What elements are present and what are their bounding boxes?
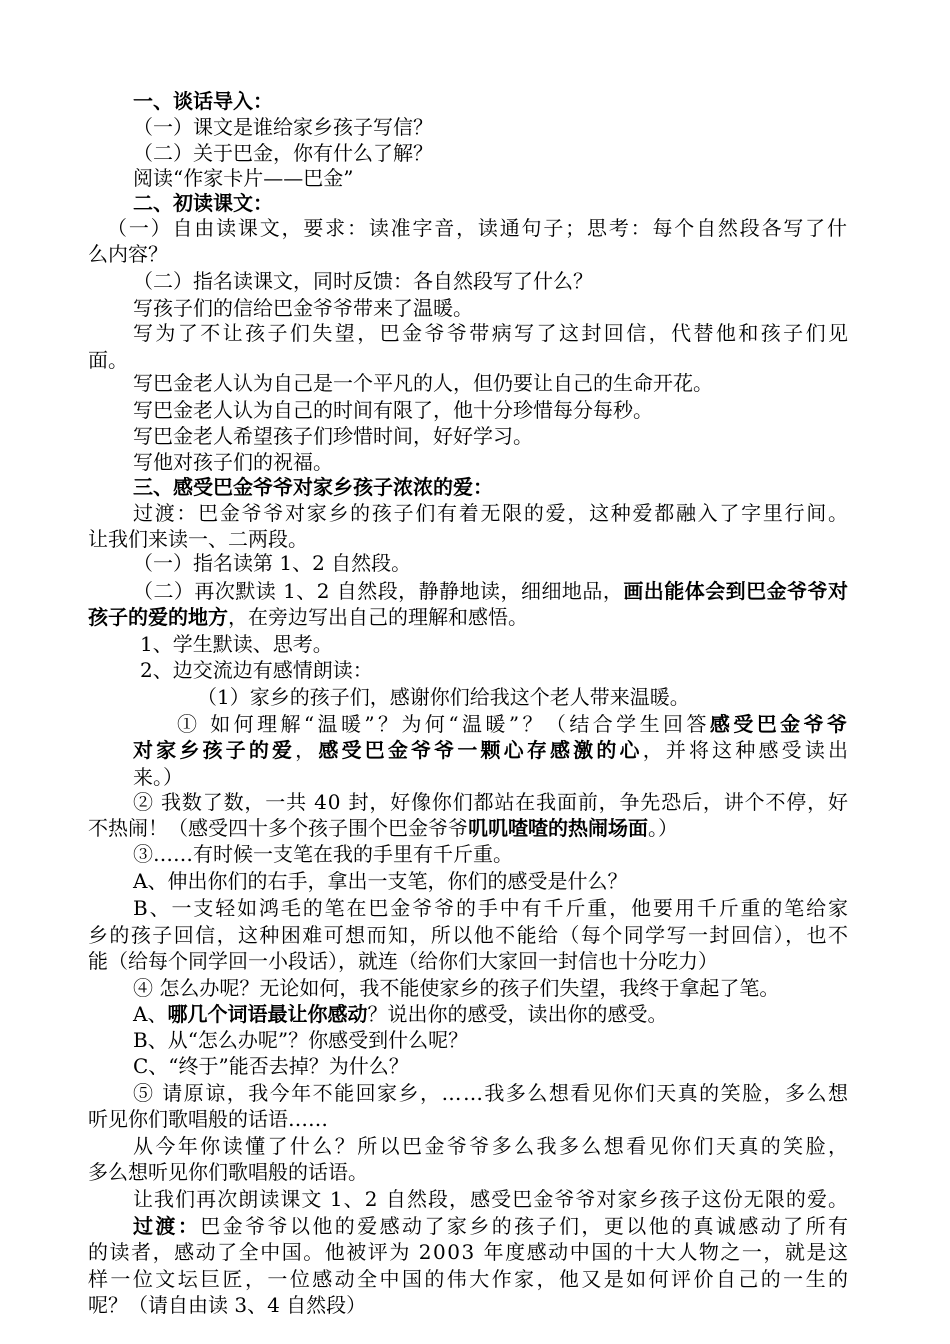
text-line bbox=[88, 948, 718, 974]
text-segment: B、一支轻如鸿毛的笔在巴金爷爷的手中有千斤重，他要用千斤重的笔给家 bbox=[133, 896, 850, 920]
text-segment: 多么想听见你们歌唱般的话语。 bbox=[88, 1160, 368, 1184]
text-segment: （1）家乡的孩子们，感谢你们给我这个老人带来温暖。 bbox=[197, 685, 690, 709]
text-segment: 写巴金老人认为自己是一个平凡的人，但仍要让自己的生命开花。 bbox=[133, 371, 713, 395]
text-line bbox=[133, 764, 183, 790]
text-line bbox=[133, 190, 273, 216]
text-line bbox=[133, 320, 850, 346]
text-segment: 让我们再次朗读课文 1、2 自然段，感受巴金爷爷对家乡孩子这份无限的爱。 bbox=[133, 1187, 850, 1211]
text-line bbox=[133, 474, 493, 500]
text-segment: 呢？（请自由读 3、4 自然段） bbox=[88, 1293, 367, 1317]
text-segment: ？说出你的感受，读出你的感受。 bbox=[367, 1002, 668, 1026]
text-line bbox=[133, 449, 333, 475]
text-segment: ① 如何理解“温暖”？为何“温暖”？（结合学生回答 bbox=[177, 712, 710, 736]
text-segment: 写巴金老人认为自己的时间有限了，他十分珍惜每分每秒。 bbox=[133, 398, 653, 422]
text-segment: 从今年你读懂了什么？所以巴金爷爷多么我多么想看见你们天真的笑脸， bbox=[133, 1134, 851, 1158]
text-segment: 写为了不让孩子们失望，巴金爷爷带病写了这封回信，代替他和孩子们见 bbox=[133, 321, 851, 345]
text-line bbox=[133, 165, 353, 191]
text-segment: A、 bbox=[133, 1002, 168, 1026]
text-line bbox=[133, 268, 593, 294]
text-segment: 面。 bbox=[88, 348, 128, 372]
text-line bbox=[133, 1001, 667, 1027]
text-segment: 来。） bbox=[133, 765, 183, 789]
text-line bbox=[133, 88, 273, 114]
text-line bbox=[133, 1027, 468, 1053]
text-line bbox=[140, 657, 373, 683]
text-line bbox=[133, 295, 473, 321]
text-segment: （一）指名读第 1、2 自然段。 bbox=[133, 551, 412, 575]
text-line bbox=[133, 397, 653, 423]
text-segment: 让我们来读一、二两段。 bbox=[88, 527, 308, 551]
text-line bbox=[88, 347, 128, 373]
text-line bbox=[133, 500, 850, 526]
text-segment: 。） bbox=[648, 816, 678, 840]
text-line bbox=[133, 1080, 849, 1106]
bold-text-segment: 一、谈话导入： bbox=[133, 89, 273, 113]
text-segment: 乡的孩子回信，这种困难可想而知，所以他不能给（每个同学写一封回信），也不 bbox=[88, 923, 850, 947]
bold-text-segment: 哪几个词语最让你感动 bbox=[167, 1002, 368, 1026]
text-line bbox=[133, 975, 779, 1001]
text-segment: ，在旁边写出自己的理解和感悟。 bbox=[228, 605, 528, 629]
text-line bbox=[88, 1159, 368, 1185]
text-segment: 2、边交流边有感情朗读： bbox=[140, 658, 373, 682]
text-segment: 阅读“作家卡片——巴金” bbox=[133, 166, 354, 190]
text-segment: ⑤ 请原谅，我今年不能回家乡，……我多么想看见你们天真的笑脸，多么想 bbox=[133, 1081, 850, 1105]
text-line bbox=[133, 578, 848, 604]
bold-text-segment: 过渡： bbox=[133, 1214, 201, 1238]
text-line bbox=[88, 604, 528, 630]
text-segment: ，并将这种感受读出 bbox=[642, 738, 852, 762]
text-segment: （一）课文是谁给家乡孩子写信？ bbox=[133, 115, 433, 139]
text-segment: ② 我数了数，一共 40 封，好像你们都站在我面前，争先恐后，讲个不停，好 bbox=[133, 790, 849, 814]
text-segment: 巴金爷爷以他的爱感动了家乡的孩子们，更以他的真诚感动了所有 bbox=[200, 1214, 851, 1238]
text-line bbox=[133, 841, 513, 867]
text-segment: 么内容？ bbox=[88, 242, 168, 266]
text-segment: 写巴金老人希望孩子们珍惜时间，好好学习。 bbox=[133, 424, 533, 448]
text-line bbox=[88, 526, 308, 552]
text-line bbox=[133, 1053, 409, 1079]
bold-text-segment: 三、感受巴金爷爷对家乡孩子浓浓的爱： bbox=[133, 475, 493, 499]
text-line bbox=[133, 550, 411, 576]
text-segment: ， bbox=[295, 738, 319, 762]
text-line bbox=[88, 1266, 850, 1292]
text-line bbox=[133, 895, 850, 921]
text-segment: 的读者，感动了全中国。他被评为 2003 年度感动中国的十大人物之一，就是这 bbox=[88, 1240, 850, 1264]
text-segment: （二）指名读课文，同时反馈：各自然段写了什么？ bbox=[133, 269, 593, 293]
text-line bbox=[133, 423, 533, 449]
text-line bbox=[133, 114, 433, 140]
text-segment: 样一位文坛巨匠，一位感动全中国的伟大作家，他又是如何评价自己的一生的 bbox=[88, 1267, 851, 1291]
text-line bbox=[197, 684, 690, 710]
bold-text-segment: 画出能体会到巴金爷爷对 bbox=[623, 579, 849, 603]
text-segment: A、伸出你们的右手，拿出一支笔，你们的感受是什么？ bbox=[133, 869, 628, 893]
text-line bbox=[133, 370, 713, 396]
bold-text-segment: 感受巴金爷爷一颗心存感激的心 bbox=[318, 738, 643, 762]
text-line bbox=[140, 631, 333, 657]
text-line bbox=[107, 215, 849, 241]
text-segment: 过渡：巴金爷爷对家乡的孩子们有着无限的爱，这种爱都融入了字里行间。 bbox=[133, 501, 850, 525]
text-segment: C、“终于”能否去掉？为什么？ bbox=[133, 1054, 409, 1078]
text-line bbox=[133, 1133, 850, 1159]
text-segment: 能（给每个同学回一小段话），就连（给你们大家回一封信也十分吃力） bbox=[88, 949, 718, 973]
text-segment: B、从“怎么办呢”？你感受到什么呢？ bbox=[133, 1028, 469, 1052]
text-line bbox=[88, 1106, 328, 1132]
text-line bbox=[88, 241, 168, 267]
text-line bbox=[88, 1292, 366, 1318]
bold-text-segment: 二、初读课文： bbox=[133, 191, 273, 215]
bold-text-segment: 孩子的爱的地方 bbox=[88, 605, 228, 629]
text-line bbox=[133, 789, 849, 815]
bold-text-segment: 感受巴金爷爷 bbox=[709, 712, 851, 736]
text-segment: 写孩子们的信给巴金爷爷带来了温暖。 bbox=[133, 296, 473, 320]
text-line bbox=[88, 1239, 850, 1265]
text-segment: ③……有时候一支笔在我的手里有千斤重。 bbox=[133, 842, 513, 866]
text-segment: ④ 怎么办呢？无论如何，我不能使家乡的孩子们失望，我终于拿起了笔。 bbox=[133, 976, 780, 1000]
text-line bbox=[133, 737, 851, 763]
text-line bbox=[177, 711, 850, 737]
text-segment: 不热闹！（感受四十多个孩子围个巴金爷爷 bbox=[88, 816, 468, 840]
text-segment: （二）再次默读 1、2 自然段，静静地读，细细地品， bbox=[133, 579, 624, 603]
text-line bbox=[88, 815, 678, 841]
text-line bbox=[133, 140, 433, 166]
text-line bbox=[133, 1186, 849, 1212]
text-line bbox=[133, 1213, 850, 1239]
text-segment: （一）自由读课文，要求：读准字音，读通句子；思考：每个自然段各写了什 bbox=[107, 216, 849, 240]
text-segment: 听见你们歌唱般的话语…… bbox=[88, 1107, 328, 1131]
text-segment: （二）关于巴金，你有什么了解？ bbox=[133, 141, 433, 165]
text-line bbox=[88, 922, 849, 948]
bold-text-segment: 对家乡孩子的爱 bbox=[133, 738, 296, 762]
text-line bbox=[133, 868, 627, 894]
text-segment: 写他对孩子们的祝福。 bbox=[133, 450, 333, 474]
bold-text-segment: 叽叽喳喳的热闹场面 bbox=[468, 816, 648, 840]
text-segment: 1、学生默读、思考。 bbox=[140, 632, 333, 656]
